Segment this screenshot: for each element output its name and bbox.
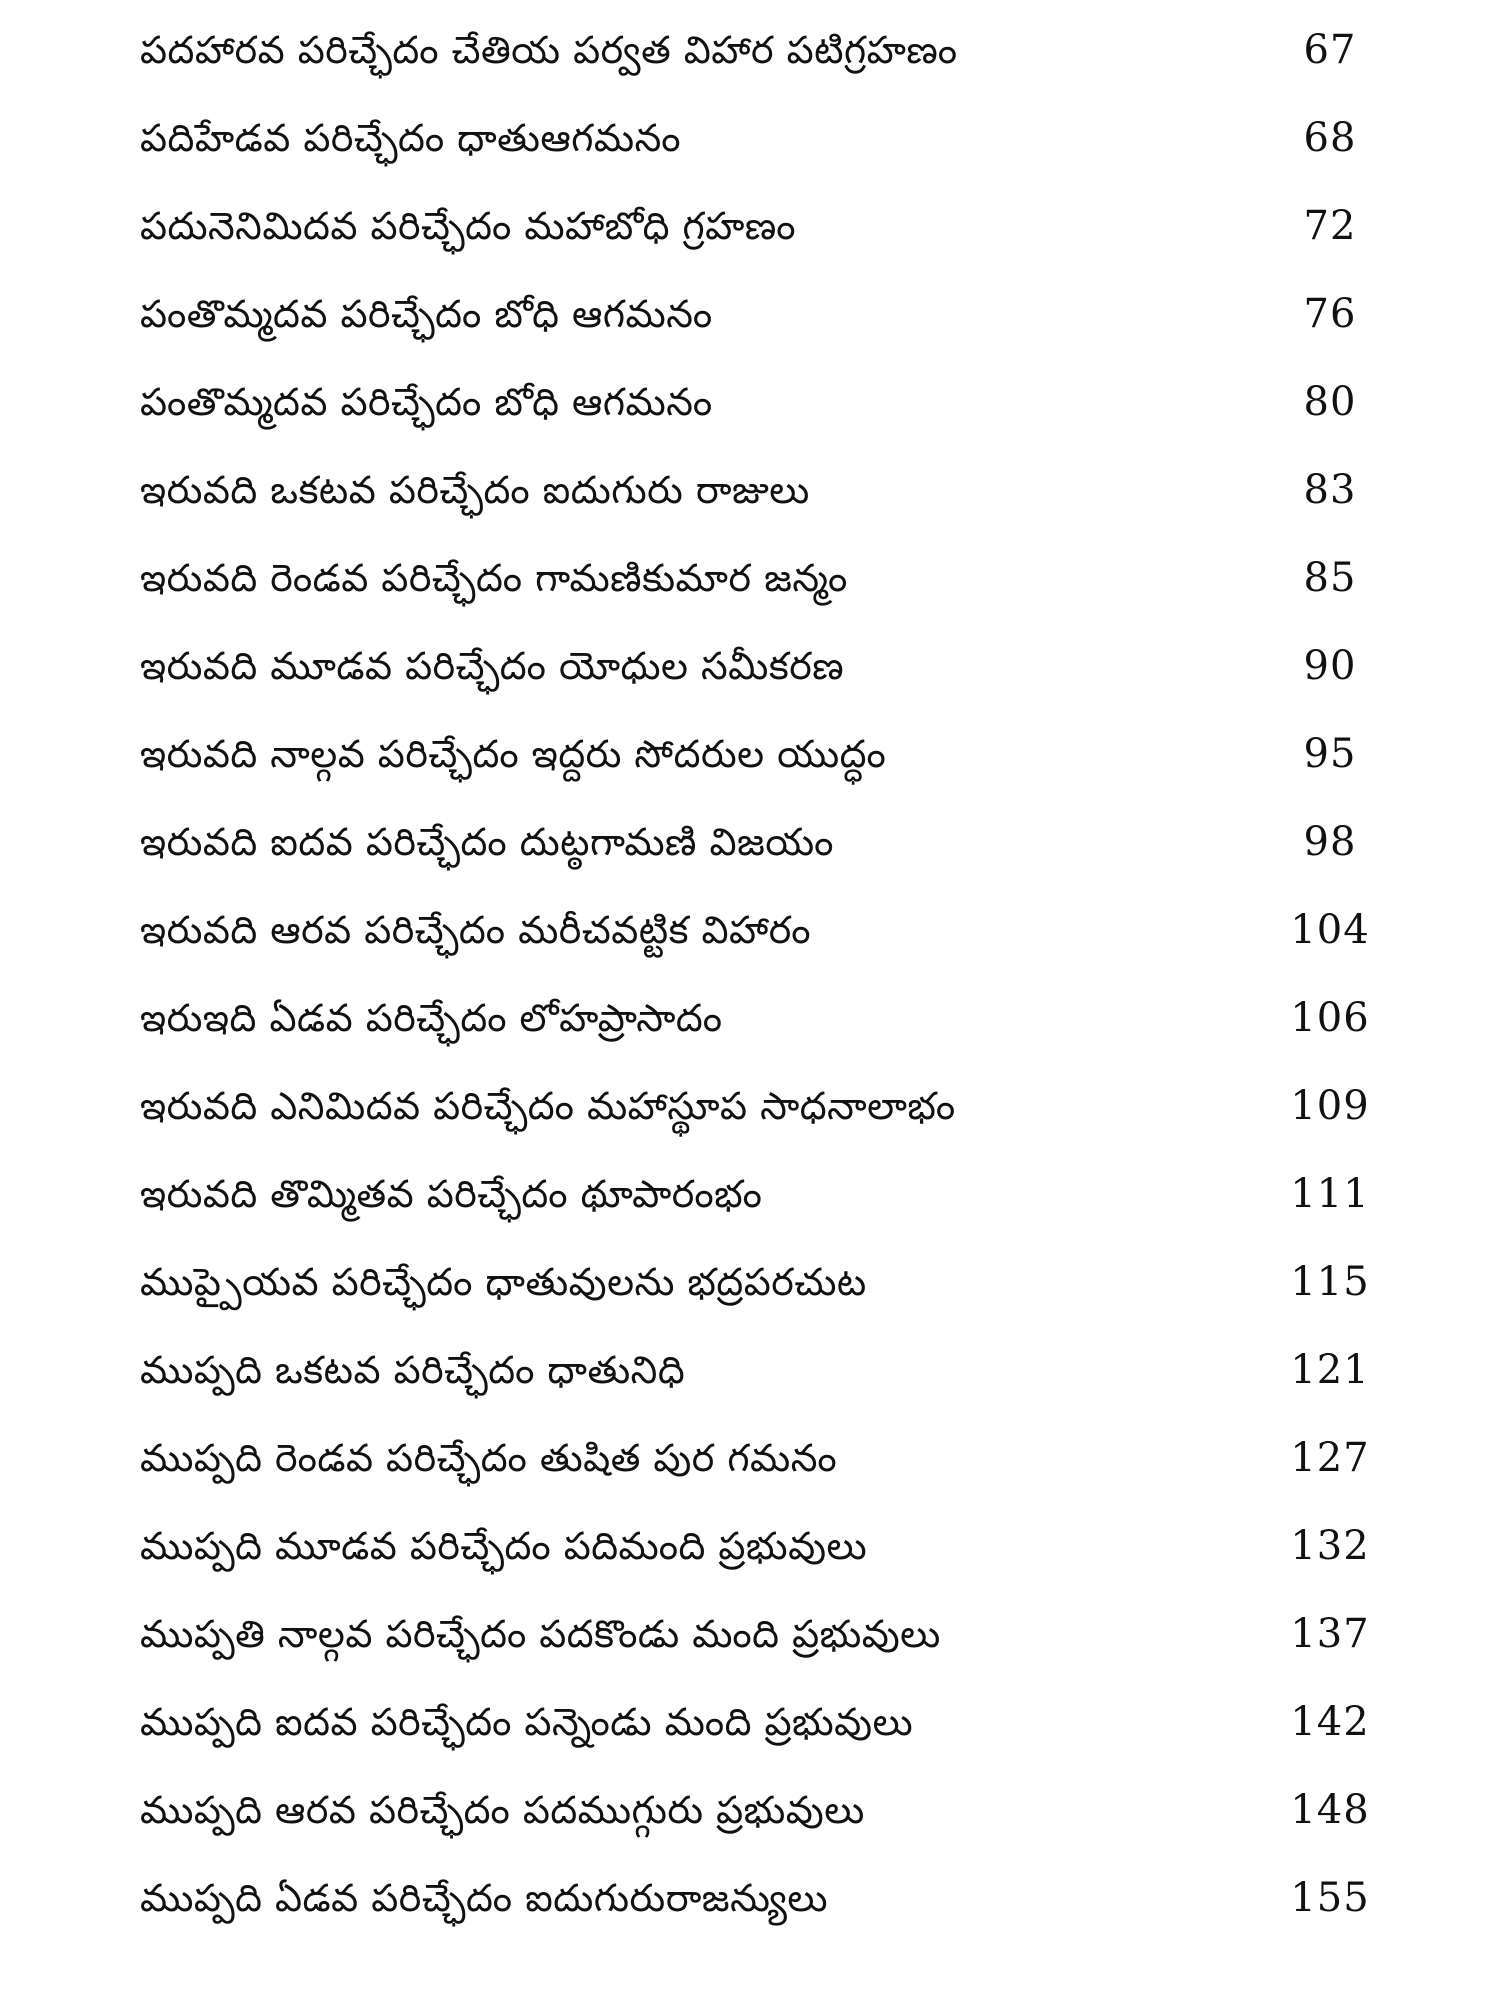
chapter-title: ఇరువది తొమ్మితవ పరిచ్ఛేదం థూపారంభం <box>140 1172 763 1216</box>
page-number: 106 <box>1290 995 1370 1041</box>
chapter-title: ఇరుఇది ఏడవ పరిచ్ఛేదం లోహప్రాసాదం <box>140 996 723 1040</box>
toc-row <box>140 631 1410 701</box>
chapter-title: పదిహేడవ పరిచ్ఛేదం ధాతుఆగమనం <box>140 116 682 160</box>
chapter-title: పంతొమ్మదవ పరిచ్ఛేదం బోధి ఆగమనం <box>140 380 713 424</box>
page-number: 85 <box>1303 555 1357 601</box>
page-number: 132 <box>1290 1523 1370 1569</box>
toc-row <box>140 367 1410 437</box>
page-number: 67 <box>1303 27 1357 73</box>
page-number: 90 <box>1303 643 1357 689</box>
toc-row <box>140 1159 1410 1229</box>
toc-row <box>140 1863 1410 1933</box>
toc-row <box>140 15 1410 85</box>
page-number: 95 <box>1303 731 1357 777</box>
page-number: 80 <box>1303 379 1357 425</box>
page-number: 72 <box>1303 203 1357 249</box>
chapter-title: ఇరువది ఎనిమిదవ పరిచ్ఛేదం మహాస్థూప సాధనాలాభం <box>140 1084 956 1128</box>
page-number: 68 <box>1303 115 1357 161</box>
chapter-title: ముప్పైయవ పరిచ్ఛేదం ధాతువులను భద్రపరచుట <box>140 1260 867 1304</box>
chapter-title: పదహారవ పరిచ్ఛేదం చేతియ పర్వత విహార పటిగ్రహణం <box>140 28 958 72</box>
chapter-title: ముప్పది ఆరవ పరిచ్ఛేదం పదముగ్గురు ప్రభువులు <box>140 1788 865 1832</box>
chapter-title: ముప్పతి నాల్గవ పరిచ్ఛేదం పదకొండు మంది ప్రభువులు <box>140 1612 941 1656</box>
page-number: 76 <box>1303 291 1357 337</box>
chapter-title: ముప్పది మూడవ పరిచ్ఛేదం పదిమంది ప్రభువులు <box>140 1524 868 1568</box>
chapter-title: ఇరువది ఒకటవ పరిచ్ఛేదం ఐదుగురు రాజులు <box>140 468 810 512</box>
chapter-title: పదునెనిమిదవ పరిచ్ఛేదం మహాబోధి గ్రహణం <box>140 204 797 248</box>
toc-row <box>140 1423 1410 1493</box>
toc-row <box>140 719 1410 789</box>
page-number: 109 <box>1290 1083 1370 1129</box>
chapter-title: ముప్పది ఏడవ పరిచ్ఛేదం ఐదుగురురాజన్యులు <box>140 1876 828 1920</box>
toc-row <box>140 1687 1410 1757</box>
page-number: 115 <box>1290 1259 1370 1305</box>
page-number: 98 <box>1303 819 1357 865</box>
chapter-title: ఇరువది మూడవ పరిచ్ఛేదం యోధుల సమీకరణ <box>140 644 845 688</box>
page-number: 121 <box>1290 1347 1370 1393</box>
toc-row <box>140 1071 1410 1141</box>
page-number: 111 <box>1290 1171 1370 1217</box>
toc-row <box>140 543 1410 613</box>
toc-row <box>140 455 1410 525</box>
page-number: 104 <box>1290 907 1370 953</box>
chapter-title: పంతొమ్మదవ పరిచ్ఛేదం బోధి ఆగమనం <box>140 292 713 336</box>
page-number: 137 <box>1290 1611 1370 1657</box>
toc-row <box>140 1247 1410 1317</box>
chapter-title: ముప్పది ఐదవ పరిచ్ఛేదం పన్నెండు మంది ప్రభువులు <box>140 1700 914 1744</box>
toc-row <box>140 103 1410 173</box>
chapter-title: ఇరువది ఆరవ పరిచ్ఛేదం మరీచవట్టిక విహారం <box>140 908 812 952</box>
page-number: 148 <box>1290 1787 1370 1833</box>
toc-row <box>140 1599 1410 1669</box>
toc-row <box>140 1775 1410 1845</box>
chapter-title: ఇరువది ఐదవ పరిచ్ఛేదం దుట్ఠగామణి విజయం <box>140 820 834 864</box>
page-number: 142 <box>1290 1699 1370 1745</box>
page-number: 83 <box>1303 467 1357 513</box>
toc-row <box>140 1511 1410 1581</box>
toc-row <box>140 191 1410 261</box>
toc-row <box>140 983 1410 1053</box>
chapter-title: ఇరువది నాల్గవ పరిచ్ఛేదం ఇద్దరు సోదరుల యుద్ధం <box>140 732 887 776</box>
chapter-title: ముప్పది రెండవ పరిచ్ఛేదం తుషిత పుర గమనం <box>140 1436 838 1480</box>
toc-row <box>140 807 1410 877</box>
toc-row <box>140 279 1410 349</box>
chapter-title: ఇరువది రెండవ పరిచ్ఛేదం గామణికుమార జన్మం <box>140 556 848 600</box>
chapter-title: ముప్పది ఒకటవ పరిచ్ఛేదం ధాతునిధి <box>140 1348 686 1392</box>
page-number: 155 <box>1290 1875 1370 1921</box>
page-number: 127 <box>1290 1435 1370 1481</box>
toc-row <box>140 895 1410 965</box>
toc-row <box>140 1335 1410 1405</box>
